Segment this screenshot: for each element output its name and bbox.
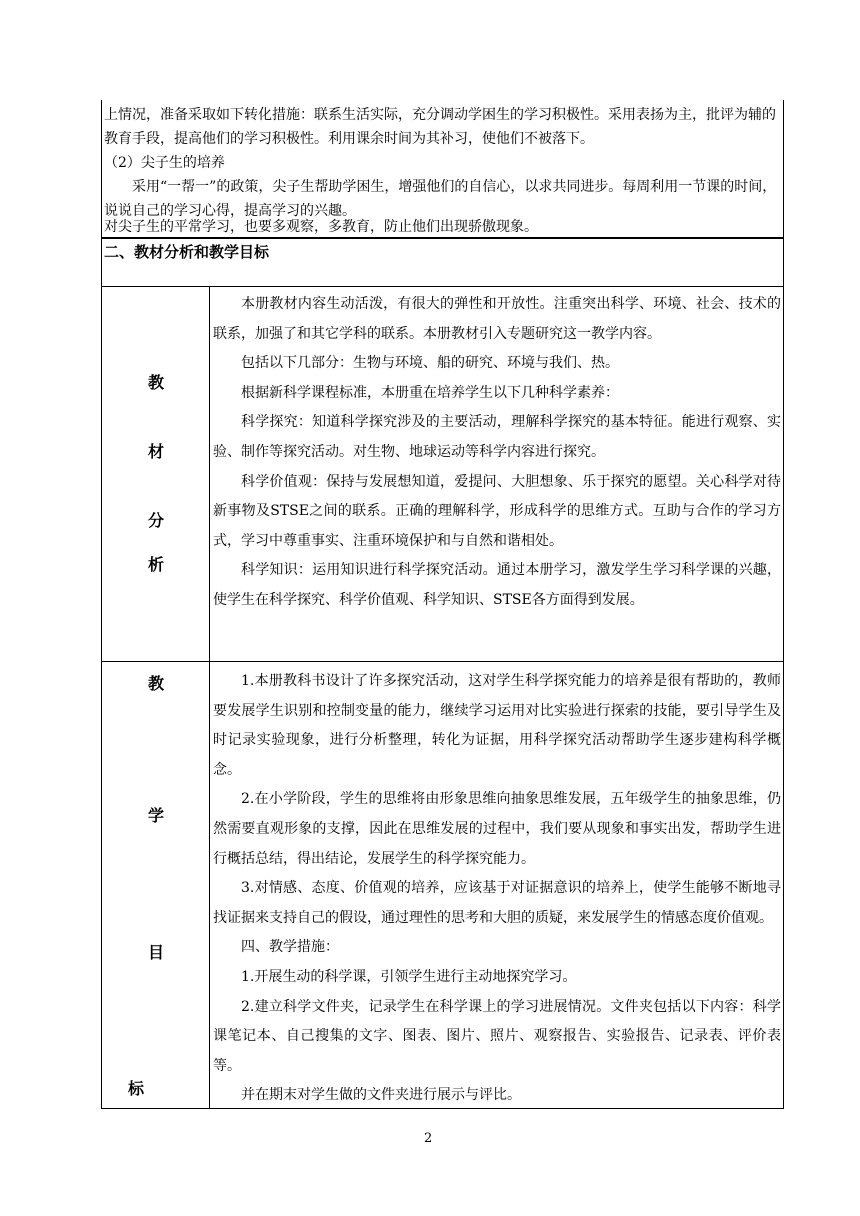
goals-paragraph-1: 1.本册教科书设计了许多探究活动，这对学生科学探究能力的培养是很有帮助的，教师要发展学生识别和控制变量的能力，继续学习运用对比实验进行探索的技能，要引导学生及时记录实验现象，进行分析整理，转化为证据，用科学探究活动帮助学生逐步建构科学概念。 — [213, 673, 781, 778]
goals-label-char-1: 教 — [148, 674, 165, 693]
analysis-paragraph-3: 根据新科学课程标准，本册重在培养学生以下几种科学素养： — [241, 384, 619, 401]
analysis-label-char-4: 析 — [148, 555, 165, 574]
table-border-left — [101, 100, 102, 1109]
analysis-content — [213, 290, 781, 616]
goals-paragraph-5: 1.开展生动的科学课，引领学生进行主动地探究学习。 — [241, 968, 577, 985]
goals-label-char-4: 标 — [128, 1079, 145, 1098]
plan-table — [101, 100, 784, 1109]
goals-label-char-2: 学 — [148, 806, 165, 825]
goals-label-char-3: 目 — [148, 943, 165, 962]
analysis-paragraph-4: 科学探究：知道科学探究涉及的主要活动，理解科学探究的基本特征。能进行观察、实验、制作等探究活动。对生物、地球运动等科学内容进行探究。 — [213, 414, 781, 460]
goals-content — [213, 667, 781, 1111]
analysis-paragraph-6: 科学知识：运用知识进行科学探究活动。通过本册学习，激发学生学习科学课的兴趣，使学生在科学探究、科学价值观、科学知识、STSE各方面得到发展。 — [213, 562, 781, 608]
goals-paragraph-3: 3.对情感、态度、价值观的培养，应该基于对证据意识的培养上，使学生能够不断地寻找证据来支持自己的假设，通过理性的思考和大胆的质疑，来发展学生的情感态度价值观。 — [213, 880, 781, 926]
analysis-label-char-2: 材 — [148, 442, 165, 461]
goals-paragraph-6: 2.建立科学文件夹，记录学生在科学课上的学习进展情况。文件夹包括以下内容：科学课笔记本、自己搜集的文字、图表、图片、照片、观察报告、实验报告、记录表、评价表等。 — [213, 998, 781, 1074]
top-paragraph-1: 上情况，准备采取如下转化措施：联系生活实际，充分调动学困生的学习积极性。采用表扬为主，批评为辅的教育手段，提高他们的学习积极性。利用课余时间为其补习，使他们不被落下。 — [104, 107, 776, 147]
analysis-paragraph-1: 本册教材内容生动活泼，有很大的弹性和开放性。注重突出科学、环境、社会、技术的联系，加强了和其它学科的联系。本册教材引入专题研究这一教学内容。 — [213, 296, 781, 342]
section-divider-bottom — [101, 286, 784, 287]
top-paragraph-2: （2）尖子生的培养 — [104, 155, 225, 171]
column-divider — [209, 286, 210, 1108]
analysis-label-char-3: 分 — [148, 511, 165, 530]
analysis-paragraph-5: 科学价值观：保持与发展想知道，爱提问、大胆想象、乐于探究的愿望。关心科学对待新事物及STSE之间的联系。正确的理解科学，形成科学的思维方式。互助与合作的学习方式，学习中尊重事实、注重环境保护和与自然和谐相处。 — [213, 473, 781, 549]
goals-paragraph-4: 四、教学措施： — [241, 939, 339, 956]
table-border-right — [783, 100, 784, 1109]
row-divider — [101, 661, 784, 662]
analysis-paragraph-2: 包括以下几部分：生物与环境、船的研究、环境与我们、热。 — [241, 355, 619, 372]
top-paragraph-3: 采用“一帮一”的政策，尖子生帮助学困生，增强他们的自信心，以求共同进步。每周利用一节课的时间，说说自己的学习心得，提高学习的兴趣。 — [104, 179, 777, 219]
top-paragraph-4: 对尖子生的平常学习，也要多观察，多教育，防止他们出现骄傲现象。 — [104, 219, 538, 235]
page-number: 2 — [424, 1131, 433, 1146]
goals-paragraph-7: 并在期末对学生做的文件夹进行展示与评比。 — [241, 1087, 521, 1104]
section-title: 二、教材分析和教学目标 — [104, 243, 270, 261]
analysis-label-char-1: 教 — [148, 373, 165, 392]
goals-paragraph-2: 2.在小学阶段，学生的思维将由形象思维向抽象思维发展，五年级学生的抽象思维，仍然需要直观形象的支撑，因此在思维发展的过程中，我们要从现象和事实出发，帮助学生进行概括总结，得出结论，发展学生的科学探究能力。 — [213, 791, 781, 867]
